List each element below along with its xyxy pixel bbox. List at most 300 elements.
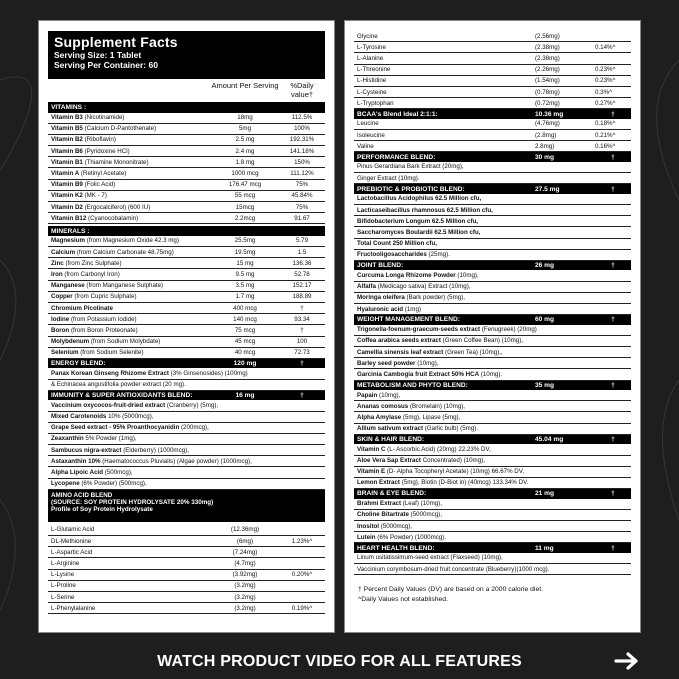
minerals-label: MINERALS : (51, 227, 90, 235)
item-name-rest: (from Calcium Carbonate 48.75mg) (75, 248, 174, 256)
item-name-rest: (Thiamine Mononitrate) (82, 158, 149, 166)
item-name (48, 338, 211, 345)
item-name-bold: Chromium Picolinate (51, 304, 113, 312)
item-name: L-Tyrosine (357, 43, 386, 51)
skin-blend-label: SKIN & HAIR BLEND: (357, 436, 425, 444)
left-facts-panel (38, 20, 335, 633)
energy-blend-dv: † (300, 360, 304, 368)
item-name-rest: (10mg), (377, 391, 401, 399)
brain-blend-bar (354, 489, 631, 499)
immunity-blend-label: IMMUNITY & SUPER ANTIOXIDANTS BLEND: (51, 392, 193, 400)
item-amount: 140 mcg (233, 315, 257, 323)
footnotes (354, 575, 631, 605)
item-dv: 1.23%^ (291, 537, 313, 545)
blend-sections (354, 152, 631, 575)
item-dv: 150% (294, 158, 310, 166)
item-name (48, 237, 211, 244)
item-name (354, 523, 631, 530)
table-row (354, 358, 631, 369)
performance-blend-amount: 30 mg (535, 153, 555, 161)
item-amount: (3.92mg) (232, 571, 258, 579)
table-row (354, 478, 631, 489)
item-name-bold: Sambucus nigra-extract (51, 446, 122, 454)
item-dv: 75% (295, 203, 309, 211)
item-dv: 0.20%^ (291, 571, 313, 579)
item-name-rest: (from Manganese Sulphate) (84, 282, 164, 290)
item-amount: 3.5 mg (235, 282, 255, 290)
item-name-rest: (from Boron Proteonate) (69, 326, 138, 334)
table-row (48, 113, 325, 124)
prebiotic-blend-bar (354, 184, 631, 194)
item-name-bold: Camellia sinensis leaf extract (357, 348, 444, 356)
item-name-rest: (Ergocalciferol) (600 IU) (82, 203, 151, 211)
item-name (354, 272, 631, 279)
item-dv: 136.36 (292, 259, 312, 267)
heart-blend-bar (354, 543, 631, 553)
table-row (48, 348, 325, 359)
item-name (48, 136, 211, 143)
item-dv: 0.21%^ (595, 131, 616, 139)
item-name-bold: Magnesium (51, 237, 86, 245)
serving-per-container: Serving Per Container: 60 (54, 60, 158, 70)
item-amount: (0.72mg) (535, 99, 560, 107)
table-row (354, 293, 631, 304)
item-dv: 72.73 (294, 349, 310, 357)
metabolism-blend-bar (354, 381, 631, 391)
table-row (354, 194, 631, 205)
item-name-bold: Calcium (51, 248, 76, 256)
bcaa-amount: 10.36 mg (535, 110, 564, 118)
item-name-rest: (Folic Acid) (82, 181, 116, 189)
table-row (354, 456, 631, 467)
item-name-bold: Aloe Vera Sap Extract (357, 457, 421, 465)
item-name-rest: (Haematococcus Pluvialis) (Algae powder) (1000mcg), (100, 457, 252, 465)
item-name-rest: (Elderberry) (1000mcg), (121, 446, 189, 454)
item-name (48, 327, 211, 334)
item-amount: (2.8mg) (535, 131, 557, 139)
item-name-bold: Hyaluronic acid (357, 305, 404, 313)
immunity-blend-amount: 16 mg (235, 392, 255, 400)
table-row (354, 227, 631, 238)
item-name (48, 293, 211, 300)
item-name (48, 480, 325, 487)
item-name-rest: (10mg). (479, 370, 503, 378)
item-amount: (7.24mg) (232, 548, 258, 556)
item-name-rest: (3% Ginsenosides) (100mg) (168, 370, 248, 378)
table-row (354, 304, 631, 315)
vitamins-list (48, 113, 325, 225)
item-name-bold: Allium sativum extract (357, 425, 424, 433)
item-name (48, 114, 211, 121)
item-dv: 1.5 (297, 248, 307, 256)
item-name (354, 360, 631, 367)
right-facts-panel (344, 20, 641, 633)
item-amount: 40 mcg (234, 349, 256, 357)
table-row (354, 336, 631, 347)
table-row (354, 521, 631, 532)
energy-blend-bar (48, 359, 325, 369)
item-amount: 45 mcg (234, 338, 256, 346)
item-name: L-Alanine (357, 54, 384, 62)
item-name: L-Phenylalanine (51, 604, 96, 612)
item-name (48, 204, 211, 211)
item-name (48, 469, 325, 476)
prebiotic-blend-amount: 27.5 mg (535, 185, 560, 193)
joint-blend-list (354, 270, 631, 315)
watch-video-text[interactable]: WATCH PRODUCT VIDEO FOR ALL FEATURES (157, 653, 522, 670)
item-name-rest: (from Magnesium Oxide 42.3 mg) (85, 237, 179, 245)
item-name-rest: Vaccinium corymbosum-dried fruit concentrate (Blueberry)(1000 mcg). (357, 565, 550, 573)
prebiotic-blend-label: PREBIOTIC & PROBIOTIC BLEND: (357, 185, 465, 193)
item-name-rest: (D- Alpha Tocopheryl Acetate) (10mg) 66.67% DV, (385, 468, 525, 476)
table-row (48, 558, 325, 569)
item-name-rest: (Pyridoxine HCl) (82, 147, 130, 155)
table-row (354, 282, 631, 293)
table-row (354, 347, 631, 358)
skin-blend-bar (354, 435, 631, 445)
table-row (48, 456, 325, 467)
facts-title: Supplement Facts (54, 34, 178, 50)
table-row (48, 191, 325, 202)
table-row (48, 213, 325, 224)
arrow-right-icon[interactable] (614, 651, 640, 671)
item-name (354, 403, 631, 410)
item-name: Leucine (357, 120, 379, 128)
joint-blend-label: JOINT BLEND: (357, 262, 404, 270)
item-amount: (0.78mg) (535, 88, 560, 96)
item-amount: 25.5mg (234, 237, 256, 245)
amino-source: (SOURCE: SOY PROTEIN HYDROLYSATE 20% 330mg) (51, 498, 214, 506)
table-row (48, 247, 325, 258)
item-amount: 15 mg (236, 259, 254, 267)
item-dv: † (300, 304, 304, 312)
item-name-bold: Vitamin K2 (51, 192, 83, 200)
table-row (48, 434, 325, 445)
table-row (354, 87, 631, 98)
item-name (354, 500, 631, 507)
joint-blend-dv: † (611, 262, 615, 270)
item-name (354, 425, 631, 432)
item-name (354, 479, 631, 486)
table-row (354, 42, 631, 53)
item-name: L-Lysine (51, 571, 75, 579)
item-name-bold: Panax Korean Ginseng Rhizome Extract (51, 370, 169, 378)
brain-blend-dv: † (611, 490, 615, 498)
item-name: L-Threonine (357, 66, 391, 74)
item-amount: 2.8mg) (535, 142, 555, 150)
table-row (48, 281, 325, 292)
table-row (354, 141, 631, 152)
item-amount: (2.56mg) (535, 32, 560, 40)
item-name-rest: (from Carbonyl Iron) (62, 271, 120, 279)
table-row (354, 325, 631, 336)
table-row (354, 424, 631, 435)
item-name-rest: Pinus Gerardiana Bark Extract (20mg), (357, 163, 464, 171)
supplement-facts-header (48, 31, 325, 79)
item-name-rest: (5mg), Biotin (D-Biot in) (40mcg) 133.34% DV. (399, 479, 529, 487)
item-name-bold: Vitamin E (357, 468, 386, 476)
item-name-bold: Selenium (51, 349, 79, 357)
table-row (354, 31, 631, 42)
metabolism-blend-amount: 35 mg (535, 381, 555, 389)
energy-blend-label: ENERGY BLEND: (51, 360, 106, 368)
column-header (48, 79, 325, 103)
footnote-dv: † Percent Daily Values (DV) are based on a 2000 calorie diet. (358, 586, 544, 594)
item-name (48, 181, 211, 188)
item-name (354, 534, 631, 541)
item-name (48, 349, 211, 356)
item-name-bold: Inositol (357, 522, 379, 530)
item-name-bold: Zeaxanthin (51, 435, 84, 443)
table-row (354, 467, 631, 478)
item-name-rest: (500mcg), (103, 469, 133, 477)
item-name-bold: Papain (357, 391, 378, 399)
table-row (354, 412, 631, 423)
item-name-bold: Total Count 250 Million cfu, (357, 240, 437, 248)
item-name-bold: Vitamin B1 (51, 158, 83, 166)
item-dv: 5.79 (295, 237, 309, 245)
item-amount: 1000 mcg (231, 170, 259, 178)
item-name-rest: (Green Coffee Bean) (10mg), (440, 337, 524, 345)
table-row (354, 130, 631, 141)
table-row (48, 423, 325, 434)
weight-blend-amount: 60 mg (535, 316, 555, 324)
item-name-bold: Choline Bitartrate (357, 511, 409, 519)
item-name-bold: Barley seed powder (357, 359, 416, 367)
item-name (354, 326, 631, 333)
item-name-rest: (Nicotinamide) (82, 114, 125, 122)
table-row (48, 258, 325, 269)
item-amount: 18mg (237, 114, 253, 122)
item-name-bold: Iodine (51, 315, 70, 323)
item-name-rest: (10mg), (455, 271, 479, 279)
minerals-section-bar (48, 226, 325, 236)
item-amount: 176.47 mcg (228, 181, 262, 189)
table-row (354, 239, 631, 250)
table-row (354, 401, 631, 412)
item-name-bold: Fructooligosaccharides (357, 251, 427, 259)
item-name-rest: (10mg), (415, 359, 439, 367)
item-name-bold: Ananas comosus (357, 402, 409, 410)
item-name-rest: (1mg) (403, 305, 421, 313)
amino-profile: Profile of Soy Protein Hydrolysate (51, 505, 153, 513)
item-name-bold: Curcuma Longa Rhizome Powder (357, 271, 456, 279)
metabolism-blend-list (354, 390, 631, 435)
item-name-bold: Copper (51, 293, 73, 301)
weight-blend-label: WEIGHT MANAGEMENT BLEND: (357, 316, 460, 324)
table-row (48, 547, 325, 558)
item-name-bold: Lemon Extract (357, 479, 400, 487)
table-row (48, 445, 325, 456)
item-amount: 2.4 mg (235, 147, 255, 155)
item-dv: 112.5% (291, 114, 313, 122)
item-name (48, 192, 211, 199)
item-amount: (4.7mg) (234, 559, 256, 567)
table-row (354, 65, 631, 76)
amino-acid-bar (48, 490, 325, 522)
prebiotic-blend-dv: † (611, 185, 615, 193)
item-amount: 2.5 mg (235, 136, 255, 144)
item-name (48, 170, 211, 177)
heart-blend-amount: 11 mg (535, 544, 554, 552)
item-name-bold: Saccharomyces Boulardii 62.5 Million cfu, (357, 228, 481, 236)
item-name-rest: (Calcium D-Pantothenate) (82, 125, 157, 133)
item-name (48, 447, 325, 454)
vitamins-section-bar (48, 103, 325, 113)
item-dv: 152.17 (292, 282, 312, 290)
item-dv: 93.34 (294, 315, 310, 323)
item-dv: 192.31% (289, 136, 315, 144)
table-row (354, 444, 631, 455)
item-name-rest: (6% Powder) (500mcg), (79, 480, 147, 488)
item-name (354, 392, 631, 399)
item-name-bold: Garcinia Cambogia fruit Extract 50% HCA (357, 370, 480, 378)
table-row (48, 400, 325, 411)
item-name-bold: Vitamin D2 (51, 203, 83, 211)
item-name (48, 402, 325, 409)
item-name (48, 413, 325, 420)
item-amount: (2.38mg) (535, 43, 560, 51)
item-name-bold: Alpha Lipoic Acid (51, 469, 104, 477)
item-name-bold: Vitamin A (51, 170, 80, 178)
item-name: L-Arginine (51, 559, 80, 567)
item-name-rest: (from Zinc Sulphate) (63, 259, 122, 267)
bcaa-blend-bar (354, 109, 631, 119)
item-dv: 0.14%^ (595, 43, 616, 51)
table-row (48, 380, 325, 391)
table-row (48, 202, 325, 213)
item-dv: 111.12% (290, 170, 314, 178)
table-row (48, 570, 325, 581)
dv-column-label: %Daily value† (290, 81, 314, 99)
item-name-bold: Lycopene (51, 480, 80, 488)
item-name: Glycine (357, 32, 378, 40)
joint-blend-bar (354, 261, 631, 271)
item-name-bold: Zinc (51, 259, 64, 267)
performance-blend-bar (354, 152, 631, 162)
table-row (48, 479, 325, 490)
item-name (354, 414, 631, 421)
item-name: Valine (357, 142, 374, 150)
performance-blend-label: PERFORMANCE BLEND: (357, 153, 436, 161)
table-row (48, 269, 325, 280)
table-row (48, 314, 325, 325)
item-name-rest: (Green Tea) (10mg),, (443, 348, 503, 356)
item-name (48, 215, 211, 222)
table-row (354, 119, 631, 130)
item-name-bold: Trigonella-foenum-graecum-seeds extract (357, 326, 481, 334)
immunity-blend-dv: † (300, 392, 304, 400)
item-dv: 0.18%^ (595, 120, 616, 128)
table-row (48, 236, 325, 247)
item-name (354, 240, 631, 247)
item-amount: (3.2mg) (234, 582, 256, 590)
item-name-bold: Alpha Amylase (357, 414, 402, 422)
skin-blend-amount: 45.04 mg (535, 436, 564, 444)
item-name (354, 306, 631, 313)
item-name-bold: Alfalfa (357, 283, 376, 291)
item-amount: (3.2mg) (234, 593, 256, 601)
item-amount: 15mcg (235, 203, 255, 211)
item-name-rest: (from Cupric Sulphate) (72, 293, 137, 301)
item-name (48, 159, 211, 166)
item-name-bold: Vitamin C (357, 445, 386, 453)
item-name (354, 457, 631, 464)
item-name-rest: (from Sodium Selenite) (78, 349, 144, 357)
item-name-rest: (5000mcg), (408, 511, 442, 519)
table-row (48, 467, 325, 478)
item-dv: 188.89 (292, 293, 312, 301)
item-dv: 91.67 (294, 214, 310, 222)
item-name-rest: (MK - 7) (82, 192, 107, 200)
amino-acid-list-cont (354, 31, 631, 109)
table-row (354, 564, 631, 575)
item-name-bold: Boron (51, 326, 70, 334)
bcaa-dv: † (611, 110, 615, 118)
item-amount: 75 mcg (234, 326, 256, 334)
item-amount: 55 mcg (234, 192, 256, 200)
amount-column-label: Amount Per Serving (211, 81, 279, 90)
performance-blend-list (354, 162, 631, 184)
item-name-bold: Vitamin B9 (51, 181, 83, 189)
item-dv: 52.78 (294, 271, 310, 279)
item-name: DL-Methionine (51, 537, 92, 545)
item-name-rest: (Leaf) (10mg), (401, 500, 442, 508)
item-dv: 141.18% (289, 147, 315, 155)
item-dv: 0.23%^ (595, 77, 616, 85)
item-name-rest: Concentrated) (10mg), (420, 457, 485, 465)
heart-blend-list (354, 553, 631, 575)
table-row (48, 180, 325, 191)
table-row (354, 553, 631, 564)
amino-title: AMINO ACID BLEND (51, 491, 113, 499)
table-row (48, 292, 325, 303)
item-name-rest: (Bark powder) (5mg), (404, 294, 465, 302)
item-name (48, 316, 211, 323)
item-amount: (3.2mg) (234, 604, 256, 612)
item-name (48, 249, 211, 256)
item-name (48, 282, 211, 289)
item-name: L-Proline (51, 582, 76, 590)
item-name (48, 381, 325, 388)
item-name: L-Aspartic Acid (51, 548, 93, 556)
item-name-rest: (5000mcg), (379, 522, 413, 530)
item-amount: 2.2mcg (234, 214, 256, 222)
metabolism-blend-label: METABOLISM AND PHYTO BLEND: (357, 381, 468, 389)
item-name-rest: (Retinyl Acetate) (79, 170, 127, 178)
item-name-rest: (5mg), Lipase (5mg), (401, 414, 461, 422)
table-row (48, 325, 325, 336)
item-name (48, 260, 211, 267)
table-row (354, 499, 631, 510)
item-name: L-Tryptophan (357, 99, 394, 107)
item-name: L-Serine (51, 593, 75, 601)
item-name-bold: Vitamin B2 (51, 136, 83, 144)
item-name-bold: Grape Seed extract - 95% Proanthocyanidin (51, 424, 180, 432)
bcaa-label: BCAA's Blend Ideal 2:1:1: (357, 110, 438, 118)
item-name-rest: (L- Ascorbic Acid) (20mg) 22.23% DV, (385, 445, 491, 453)
heart-blend-dv: † (611, 544, 615, 552)
item-amount: 1.7 mg (235, 293, 255, 301)
item-name-rest: Linum usitatissimum-seed extract (Flaxseed) (10mg), (357, 554, 503, 562)
metabolism-blend-dv: † (611, 381, 615, 389)
watch-video-banner[interactable] (0, 645, 679, 679)
item-name-bold: Vitamin B3 (51, 114, 83, 122)
item-name (354, 294, 631, 301)
item-name (354, 163, 631, 170)
item-name-bold: Bifidobacterium Longum 62.5 Million cfu, (357, 217, 479, 225)
item-name-rest: (25mg). (426, 251, 450, 259)
